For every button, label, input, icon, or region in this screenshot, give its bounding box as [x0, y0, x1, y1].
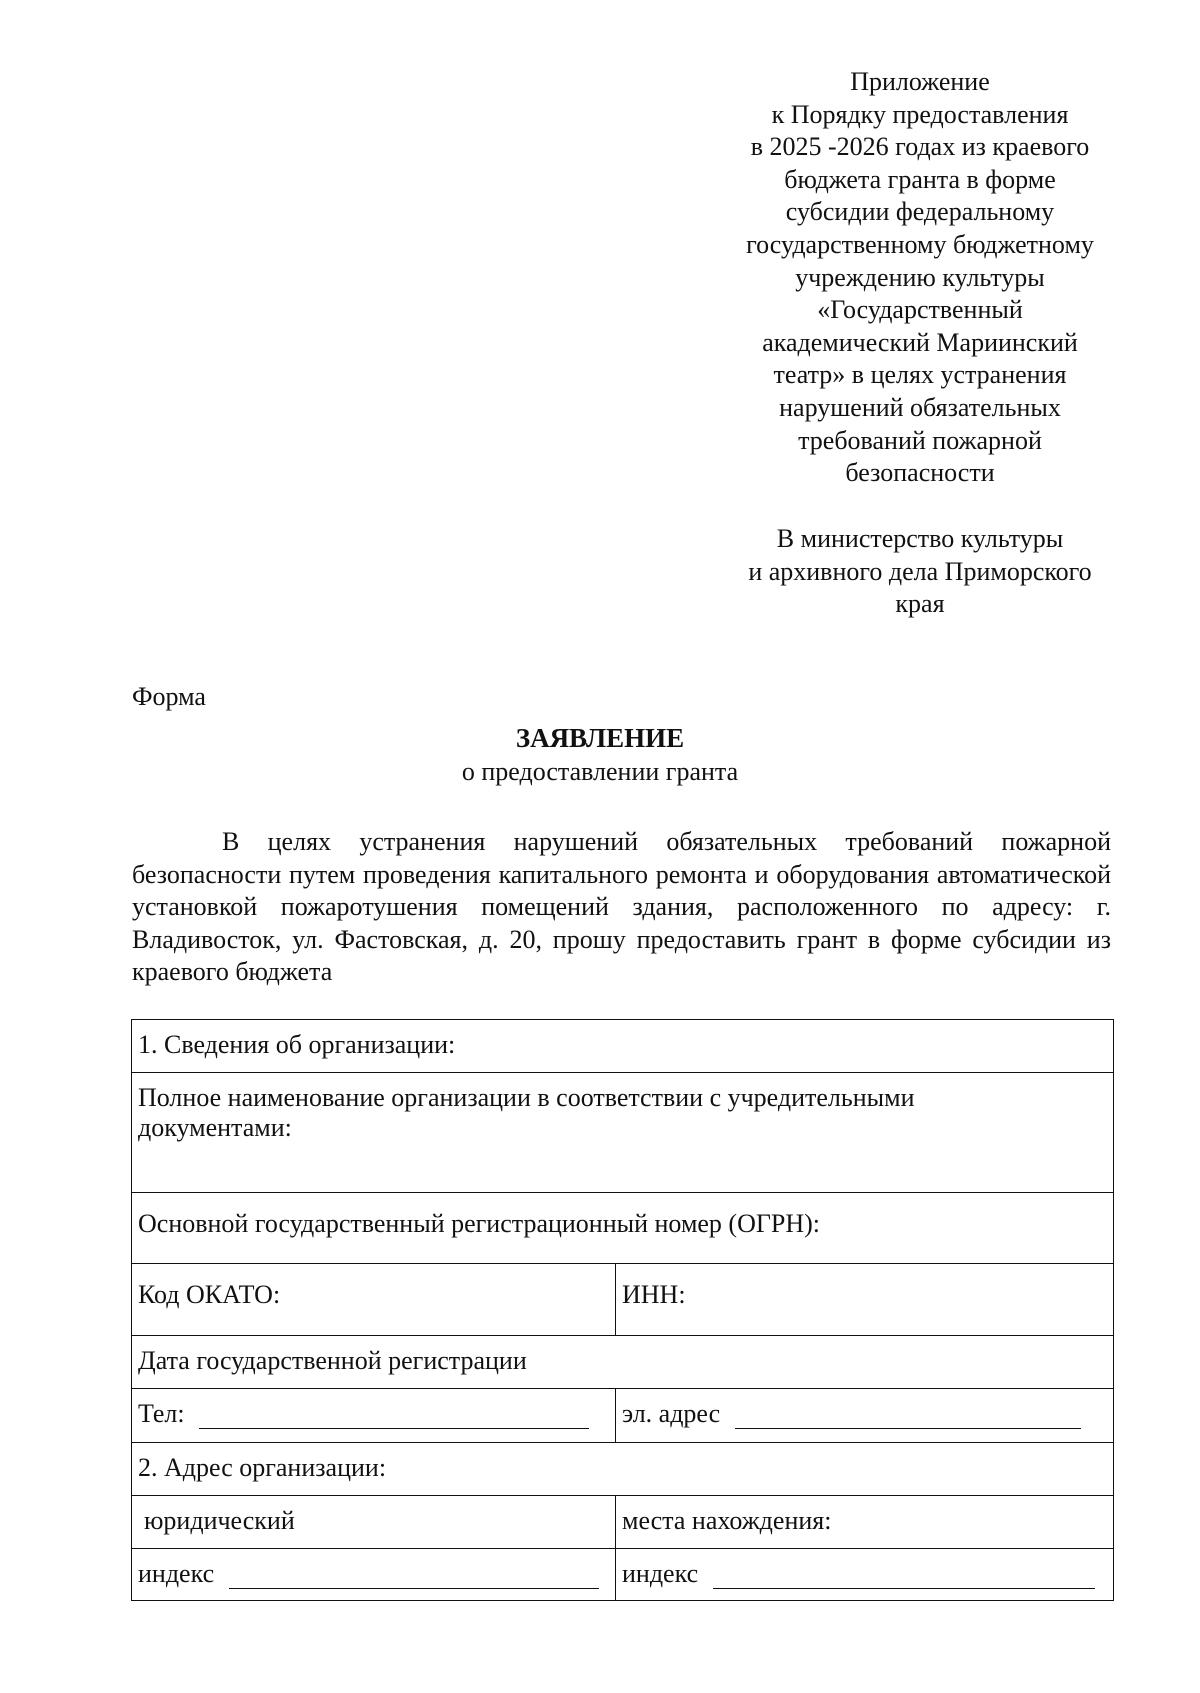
appendix-line: Приложение [850, 67, 990, 96]
location-address-label: места нахождения: [622, 1506, 832, 1535]
appendix-line: безопасности [845, 458, 995, 488]
full-name-field[interactable]: Полное наименование организации в соответствии с учредительными документами: [138, 1083, 915, 1142]
appendix-line: субсидии федеральному [785, 197, 1055, 227]
table-row [132, 1548, 1113, 1600]
table-row [132, 1263, 1113, 1335]
table-row [132, 1072, 1113, 1192]
location-index-field[interactable] [616, 1549, 1113, 1600]
location-index-label: индекс [622, 1559, 699, 1588]
appendix-line: в 2025 -2026 годах из краевого [750, 132, 1090, 162]
legal-address-label: юридический [132, 1496, 616, 1548]
location-index-input-line[interactable] [713, 1566, 1095, 1589]
appendix-header [700, 66, 1140, 490]
phone-label: Тел: [138, 1399, 185, 1428]
addressee-line: В министерство культуры [776, 524, 1064, 553]
table-row [132, 1335, 1113, 1388]
legal-index-input-line[interactable] [229, 1566, 599, 1589]
table-row [132, 1495, 1113, 1548]
document-title: ЗАЯВЛЕНИЕ [515, 723, 685, 753]
table-row [132, 1020, 1113, 1072]
appendix-line: театр» в целях устранения [773, 360, 1067, 390]
phone-input-line[interactable] [199, 1406, 589, 1429]
appendix-line: требований пожарной [798, 425, 1042, 455]
registration-date-field[interactable]: Дата государственной регистрации [138, 1346, 527, 1375]
appendix-line: учреждению культуры [795, 262, 1045, 292]
okato-field[interactable]: Код ОКАТО: [132, 1264, 616, 1335]
document-subtitle: о предоставлении гранта [461, 757, 739, 786]
addressee-line: края [895, 589, 945, 619]
email-input-line[interactable] [735, 1406, 1081, 1429]
addressee-block [700, 523, 1140, 621]
section-2-heading: 2. Адрес организации: [138, 1453, 387, 1482]
appendix-line: академический Мариинский [762, 327, 1078, 357]
legal-index-field[interactable] [132, 1549, 616, 1600]
phone-field[interactable] [132, 1389, 616, 1442]
section-1-heading: 1. Сведения об организации: [138, 1030, 456, 1059]
application-body-text: В целях устранения нарушений обязательных требований пожарной безопасности путем проведения капитального ремонта и оборудования автоматической установкой пожаротушения помещений здания, расположенного по адресу: г. Владивосток, ул. Фастовская, д. 20, прошу предоставить грант в форме субсидии из краевого бюджета [132, 827, 1111, 986]
addressee-line: и архивного дела Приморского [748, 556, 1092, 586]
table-row [132, 1442, 1113, 1495]
inn-field[interactable]: ИНН: [622, 1280, 686, 1309]
email-label: эл. адрес [622, 1399, 721, 1428]
appendix-line: «Государственный [817, 295, 1023, 325]
appendix-line: к Порядку предоставления [771, 99, 1069, 129]
legal-index-label: индекс [138, 1559, 215, 1588]
appendix-line: нарушений обязательных [779, 392, 1061, 422]
email-field[interactable] [616, 1389, 1113, 1442]
appendix-line: бюджета гранта в форме [784, 164, 1056, 194]
form-label: Форма [132, 682, 206, 711]
appendix-line: государственному бюджетному [746, 229, 1094, 259]
table-row [132, 1192, 1113, 1263]
organization-info-table [131, 1019, 1114, 1601]
table-row [132, 1388, 1113, 1442]
ogrn-field[interactable]: Основной государственный регистрационный номер (ОГРН): [138, 1209, 821, 1238]
